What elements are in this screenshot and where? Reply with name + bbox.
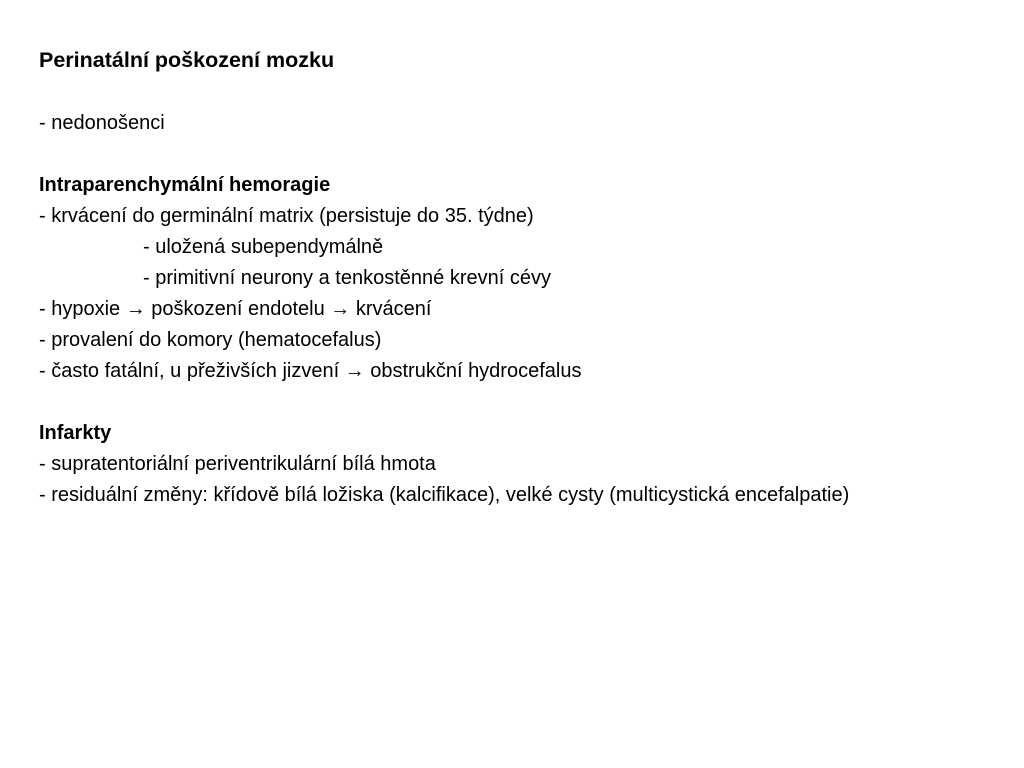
bullet-line: - hypoxie → poškození endotelu → krvácení	[39, 298, 432, 320]
spacer	[39, 77, 999, 108]
slide-content	[39, 43, 999, 511]
bullet-line: - supratentoriální periventrikulární bílá hmota	[39, 453, 436, 475]
section-heading-infarcts: Infarkty	[39, 422, 112, 444]
spacer	[39, 139, 999, 170]
section-heading-hemorrhage: Intraparenchymální hemoragie	[39, 174, 331, 196]
intro-line: - nedonošenci	[39, 112, 165, 134]
bullet-line: - krvácení do germinální matrix (persistuje do 35. týdne)	[39, 205, 534, 227]
sub-bullet-line: - uložená subependymálně	[143, 236, 384, 258]
bullet-line: - provalení do komory (hematocefalus)	[39, 329, 382, 351]
slide-title: Perinatální poškození mozku	[39, 48, 335, 72]
bullet-line: - residuální změny: křídově bílá ložiska (kalcifikace), velké cysty (multicystická encefalpatie)	[39, 484, 850, 506]
spacer	[39, 387, 999, 418]
bullet-line: - často fatální, u přeživších jizvení → obstrukční hydrocefalus	[39, 360, 582, 382]
sub-bullet-line: - primitivní neurony a tenkostěnné krevní cévy	[143, 267, 551, 289]
